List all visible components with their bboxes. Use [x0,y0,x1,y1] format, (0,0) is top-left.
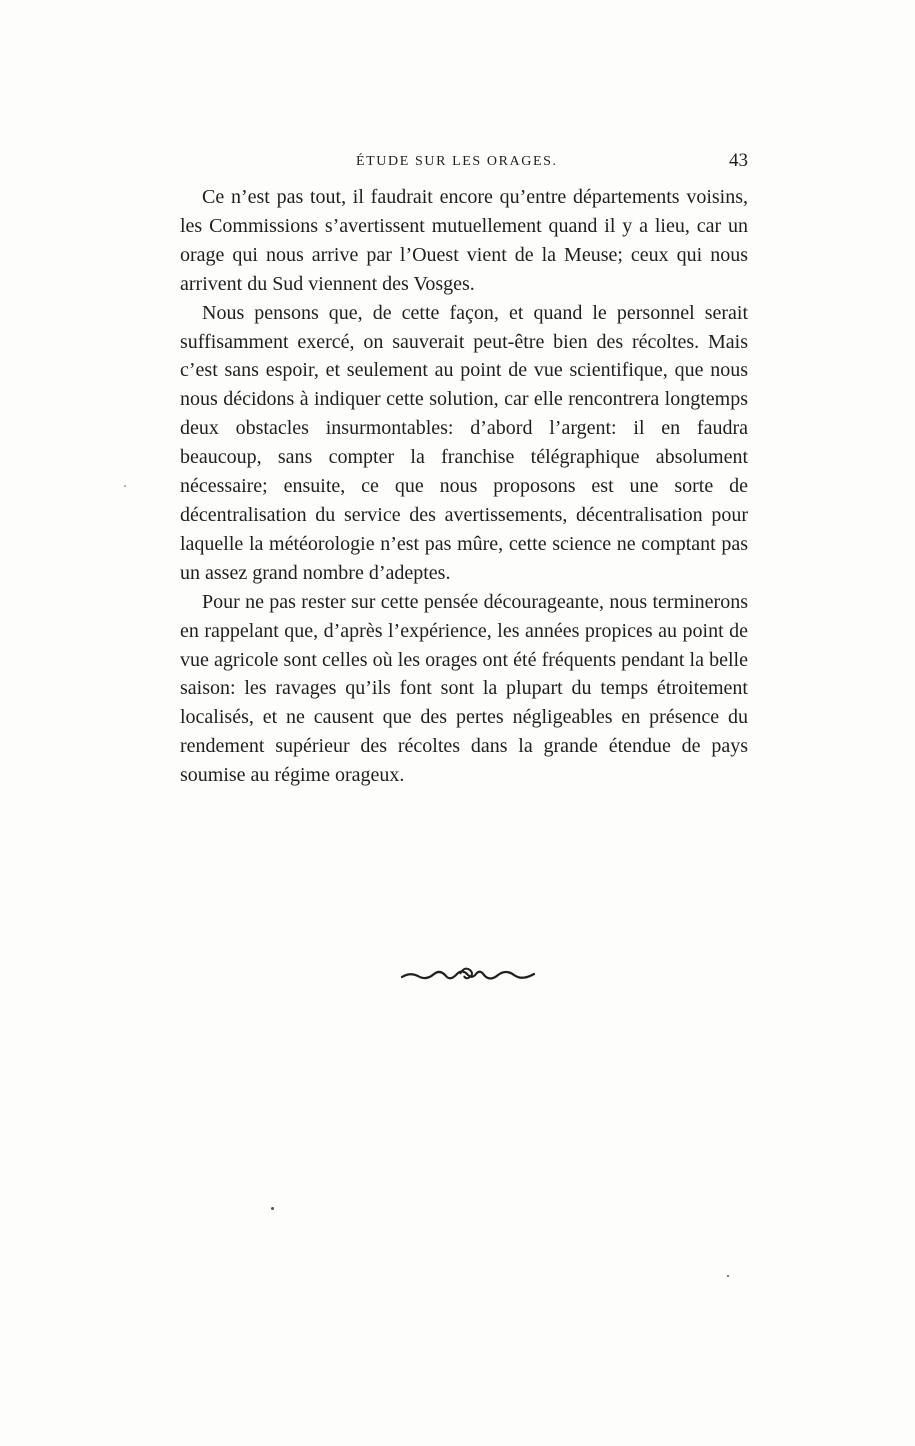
running-title: ÉTUDE SUR LES ORAGES. [356,154,558,169]
page-number: 43 [729,150,748,171]
print-speck [727,1275,729,1277]
paragraph-3: Pour ne pas rester sur cette pensée décourageante, nous terminerons en rappelant que, d’après l’expérience, les années propices au point de vue agricole sont celles où les orages ont été fréquents pendant la belle saison: les ravages qu’ils font sont la plupart du temps étroitement localisés, et ne causent que des pertes négligeables en présence du rendement supérieur des récoltes dans la grande étendue de pays soumise au régime orageux. [180,590,748,787]
print-speck [271,1207,274,1210]
paragraph-2: Nous pensons que, de cette façon, et quand le personnel serait suffisamment exercé, on sauverait peut-être bien des récoltes. Mais c’est sans espoir, et seulement au point de vue scientifique, que nous nous décidons à indiquer cette solution, car elle rencontrera longtemps deux obstacles insurmontables: d’abord l’argent: il en faudra beaucoup, sans compter la franchise télégraphique absolument nécessaire; ensuite, ce que nous proposons est une sorte de décentralisation du service des avertissements, décentralisation pour laquelle la météorologie n’est pas mûre, cette science ne comptant pas un assez grand nombre d’adeptes. [180,301,748,584]
tailpiece-flourish-icon [400,962,536,988]
print-speck [124,485,126,487]
running-head [180,150,748,176]
paragraph-1: Ce n’est pas tout, il faudrait encore qu’entre départements voisins, les Commissions s’avertissent mutuellement quand il y a lieu, car un orage qui nous arrive par l’Ouest vient de la Meuse; ceux qui nous arrivent du Sud viennent des Vosges. [180,186,748,295]
body-text [180,183,748,790]
